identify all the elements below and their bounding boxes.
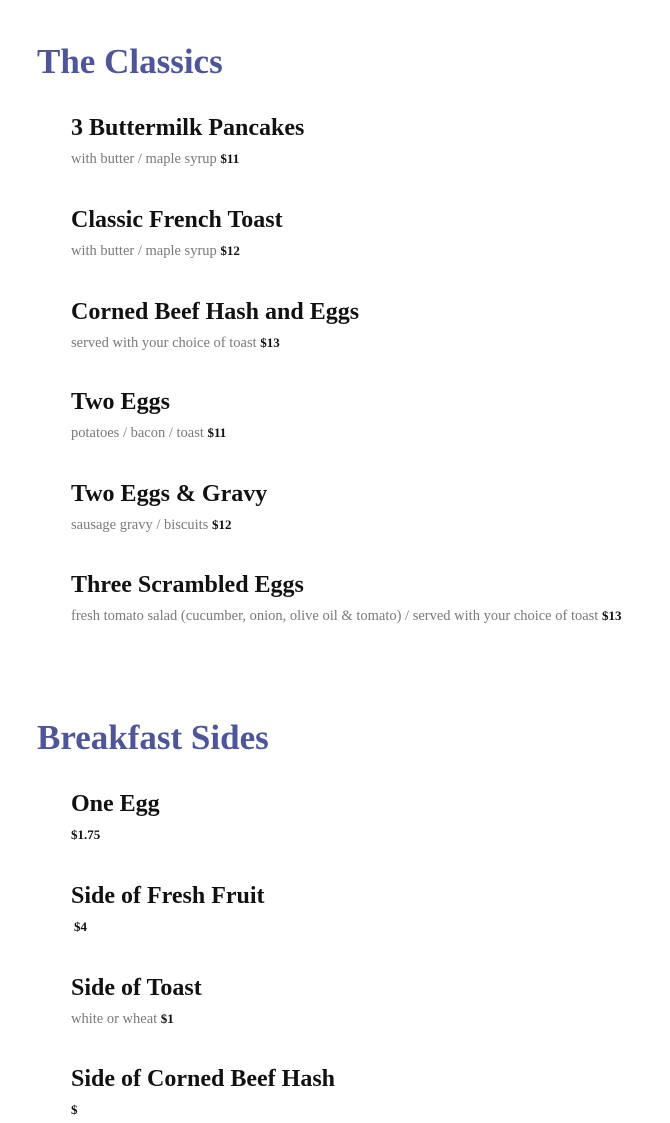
menu-item-detail [71,1006,650,1032]
menu-item-description: sausage gravy / biscuits [71,517,209,533]
menu-item [71,479,650,538]
menu-item-detail [71,420,650,446]
menu-item-detail [71,914,650,940]
menu-item-price: $12 [211,517,232,532]
menu-item-name: One Egg [71,791,160,817]
menu-item-detail [71,603,650,629]
menu-item-name: Side of Toast [71,975,202,1001]
menu-item-detail [71,146,650,172]
menu-item-name: Side of Fresh Fruit [71,883,265,909]
menu-item-name: 3 Buttermilk Pancakes [71,115,305,141]
menu-item-name: Two Eggs & Gravy [71,481,268,507]
menu-item-detail [71,512,650,538]
section-title-the-classics: The Classics [37,42,223,81]
menu-item-detail [71,238,650,264]
menu-item-name: Three Scrambled Eggs [71,572,304,598]
menu-item-description: with butter / maple syrup [71,151,217,167]
menu-item [71,789,650,848]
menu-item-description: with butter / maple syrup [71,243,217,259]
menu-item-detail [71,1097,650,1123]
menu-item [71,205,650,264]
menu-item-description: white or wheat [71,1011,158,1027]
menu-item-name: Side of Corned Beef Hash [71,1066,335,1092]
menu-item [71,387,650,446]
menu-item-price: $13 [260,335,280,350]
menu-item-detail [71,822,650,848]
menu-item-price: $11 [207,425,227,440]
menu-item [71,881,650,940]
menu-item [71,973,650,1032]
menu-item [71,570,650,629]
menu-item-description: served with your choice of toast [71,335,257,351]
menu-item-description: fresh tomato salad (cucumber, onion, olive oil & tomato) / served with your choice of toast [71,608,599,624]
menu-item-price: $11 [220,151,240,166]
menu-item-name: Two Eggs [71,389,170,415]
menu-item-price: $ [71,1102,78,1117]
menu-item-description: potatoes / bacon / toast [71,425,204,441]
menu-item-price: $12 [220,243,240,258]
menu-item-price: $4 [74,919,87,934]
menu-item-price: $13 [601,608,622,623]
menu-item-detail [71,330,650,356]
menu-item-name: Corned Beef Hash and Eggs [71,299,360,325]
menu-item [71,113,650,172]
menu-item-price: $1.75 [71,827,101,842]
menu-item [71,1064,650,1123]
section-title-breakfast-sides: Breakfast Sides [37,718,269,757]
menu-item-price: $1 [160,1011,174,1026]
menu-item [71,297,650,356]
menu-item-name: Classic French Toast [71,207,283,233]
